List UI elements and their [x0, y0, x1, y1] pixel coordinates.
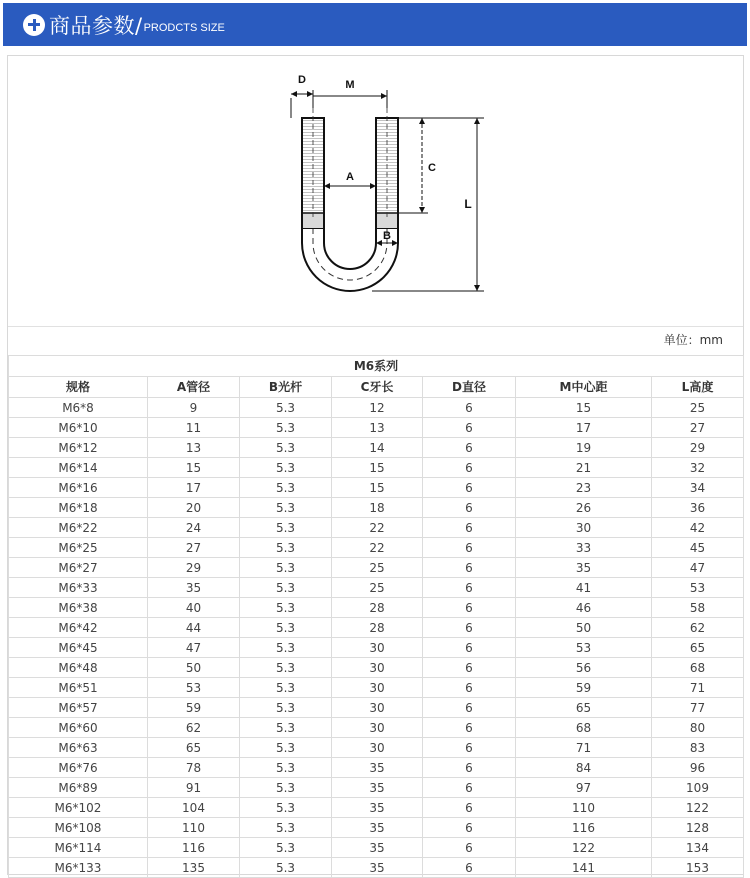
- table-cell: M6*22: [9, 518, 148, 538]
- column-header: L高度: [652, 377, 744, 398]
- table-cell: 15: [332, 458, 423, 478]
- table-row: [9, 478, 744, 498]
- table-cell: 35: [516, 558, 652, 578]
- table-cell: 11: [148, 418, 240, 438]
- table-row: [9, 418, 744, 438]
- unit-label: 单位：mm: [663, 333, 723, 347]
- table-cell: 53: [516, 638, 652, 658]
- table-cell: 21: [516, 458, 652, 478]
- table-cell: 30: [332, 678, 423, 698]
- header-title: 商品参数/: [49, 13, 143, 38]
- table-cell: 84: [516, 758, 652, 778]
- table-cell: 68: [652, 658, 744, 678]
- table-cell: 6: [423, 518, 516, 538]
- table-cell: 5.3: [240, 578, 332, 598]
- table-row: [9, 838, 744, 858]
- table-cell: 6: [423, 598, 516, 618]
- table-cell: 65: [652, 638, 744, 658]
- table-cell: 15: [332, 478, 423, 498]
- table-cell: 13: [148, 438, 240, 458]
- table-cell: 35: [332, 818, 423, 838]
- table-cell: 42: [652, 518, 744, 538]
- table-cell: 6: [423, 658, 516, 678]
- table-cell: 28: [332, 618, 423, 638]
- table-cell: 30: [332, 718, 423, 738]
- table-cell: 18: [332, 498, 423, 518]
- table-cell: 22: [332, 538, 423, 558]
- table-cell: 97: [516, 778, 652, 798]
- table-row: [9, 698, 744, 718]
- table-cell: 77: [652, 698, 744, 718]
- table-cell: 6: [423, 638, 516, 658]
- table-cell: 30: [332, 738, 423, 758]
- table-cell: 153: [652, 858, 744, 878]
- table-cell: 6: [423, 458, 516, 478]
- section-header: [3, 3, 747, 46]
- table-row: [9, 658, 744, 678]
- table-cell: 78: [148, 758, 240, 778]
- table-cell: 5.3: [240, 598, 332, 618]
- table-row: [9, 538, 744, 558]
- table-cell: 5.3: [240, 758, 332, 778]
- table-cell: 5.3: [240, 698, 332, 718]
- table-cell: 13: [332, 418, 423, 438]
- table-cell: 25: [332, 578, 423, 598]
- table-cell: 6: [423, 558, 516, 578]
- table-cell: M6*18: [9, 498, 148, 518]
- table-cell: 65: [148, 738, 240, 758]
- diagram-label-m: M: [345, 79, 355, 91]
- table-cell: 135: [148, 858, 240, 878]
- table-cell: M6*114: [9, 838, 148, 858]
- table-cell: 122: [516, 838, 652, 858]
- table-row: [9, 638, 744, 658]
- header-subtitle: PRODCTS SIZE: [143, 22, 225, 34]
- table-cell: 47: [148, 638, 240, 658]
- table-cell: 5.3: [240, 478, 332, 498]
- column-header: 规格: [9, 377, 148, 398]
- table-cell: 44: [148, 618, 240, 638]
- diagram-label-b: B: [383, 230, 391, 242]
- table-cell: 5.3: [240, 738, 332, 758]
- table-cell: 30: [332, 638, 423, 658]
- table-cell: 62: [652, 618, 744, 638]
- column-header: D直径: [423, 377, 516, 398]
- table-cell: 53: [148, 678, 240, 698]
- table-cell: 104: [148, 798, 240, 818]
- table-cell: 35: [332, 858, 423, 878]
- table-cell: 20: [148, 498, 240, 518]
- table-cell: M6*76: [9, 758, 148, 778]
- table-cell: 27: [148, 538, 240, 558]
- table-row: [9, 618, 744, 638]
- column-header: C牙长: [332, 377, 423, 398]
- table-cell: 6: [423, 618, 516, 638]
- table-cell: 24: [148, 518, 240, 538]
- table-cell: 35: [332, 778, 423, 798]
- table-cell: 62: [148, 718, 240, 738]
- table-cell: 91: [148, 778, 240, 798]
- unit-row: [8, 326, 743, 356]
- table-cell: 25: [332, 558, 423, 578]
- table-cell: 83: [652, 738, 744, 758]
- table-row: [9, 438, 744, 458]
- table-cell: 6: [423, 438, 516, 458]
- table-cell: 6: [423, 738, 516, 758]
- diagram-label-c: C: [428, 162, 436, 174]
- table-cell: M6*57: [9, 698, 148, 718]
- series-title: M6系列: [9, 356, 744, 377]
- table-cell: 5.3: [240, 498, 332, 518]
- table-cell: 47: [652, 558, 744, 578]
- table-cell: 46: [516, 598, 652, 618]
- table-cell: 122: [652, 798, 744, 818]
- table-cell: 5.3: [240, 638, 332, 658]
- table-cell: M6*33: [9, 578, 148, 598]
- table-cell: 50: [148, 658, 240, 678]
- table-cell: 116: [516, 818, 652, 838]
- table-cell: 40: [148, 598, 240, 618]
- table-cell: 29: [652, 438, 744, 458]
- table-cell: 116: [148, 838, 240, 858]
- table-cell: M6*27: [9, 558, 148, 578]
- table-cell: 128: [652, 818, 744, 838]
- table-cell: 6: [423, 758, 516, 778]
- table-header-row: [9, 377, 744, 398]
- table-cell: 71: [516, 738, 652, 758]
- diagram-label-a: A: [346, 171, 354, 183]
- table-cell: 134: [652, 838, 744, 858]
- table-cell: 12: [332, 398, 423, 418]
- table-cell: 36: [652, 498, 744, 518]
- table-cell: 109: [652, 778, 744, 798]
- table-cell: 6: [423, 578, 516, 598]
- table-cell: 5.3: [240, 798, 332, 818]
- table-cell: 5.3: [240, 618, 332, 638]
- table-cell: 6: [423, 798, 516, 818]
- plus-circle-icon: [23, 14, 45, 36]
- table-cell: 6: [423, 838, 516, 858]
- table-cell: 56: [516, 658, 652, 678]
- table-cell: 5.3: [240, 778, 332, 798]
- table-row: [9, 398, 744, 418]
- table-cell: 6: [423, 418, 516, 438]
- table-cell: 35: [332, 798, 423, 818]
- table-cell: 5.3: [240, 518, 332, 538]
- table-row: [9, 798, 744, 818]
- table-cell: 5.3: [240, 818, 332, 838]
- table-cell: 6: [423, 498, 516, 518]
- table-cell: 110: [148, 818, 240, 838]
- table-cell: 6: [423, 858, 516, 878]
- table-cell: 32: [652, 458, 744, 478]
- table-row: [9, 578, 744, 598]
- table-cell: 35: [332, 838, 423, 858]
- table-cell: 27: [652, 418, 744, 438]
- table-cell: 6: [423, 398, 516, 418]
- table-cell: M6*42: [9, 618, 148, 638]
- table-cell: 5.3: [240, 678, 332, 698]
- table-cell: 5.3: [240, 398, 332, 418]
- table-cell: 30: [332, 658, 423, 678]
- table-cell: 14: [332, 438, 423, 458]
- table-cell: 6: [423, 778, 516, 798]
- diagram-label-l: L: [464, 197, 472, 211]
- table-cell: 28: [332, 598, 423, 618]
- table-cell: 33: [516, 538, 652, 558]
- table-cell: 6: [423, 678, 516, 698]
- table-cell: 6: [423, 818, 516, 838]
- table-cell: 53: [652, 578, 744, 598]
- column-header: A管径: [148, 377, 240, 398]
- table-row: [9, 758, 744, 778]
- u-bolt-diagram: [272, 68, 484, 318]
- table-cell: 5.3: [240, 658, 332, 678]
- table-cell: 5.3: [240, 718, 332, 738]
- table-cell: 6: [423, 538, 516, 558]
- table-cell: 5.3: [240, 538, 332, 558]
- table-cell: M6*12: [9, 438, 148, 458]
- table-cell: 6: [423, 698, 516, 718]
- table-cell: M6*10: [9, 418, 148, 438]
- table-row: [9, 818, 744, 838]
- table-cell: 35: [332, 758, 423, 778]
- table-row: [9, 678, 744, 698]
- table-row: [9, 738, 744, 758]
- table-cell: 5.3: [240, 838, 332, 858]
- table-cell: 80: [652, 718, 744, 738]
- table-cell: 5.3: [240, 438, 332, 458]
- table-cell: 96: [652, 758, 744, 778]
- table-cell: 110: [516, 798, 652, 818]
- table-cell: 59: [148, 698, 240, 718]
- table-cell: 35: [148, 578, 240, 598]
- table-cell: 50: [516, 618, 652, 638]
- table-cell: 68: [516, 718, 652, 738]
- table-cell: 30: [332, 698, 423, 718]
- column-header: M中心距: [516, 377, 652, 398]
- table-cell: M6*63: [9, 738, 148, 758]
- table-cell: M6*133: [9, 858, 148, 878]
- table-row: [9, 458, 744, 478]
- diagram-label-d: D: [298, 74, 306, 86]
- table-cell: 6: [423, 718, 516, 738]
- table-cell: 5.3: [240, 858, 332, 878]
- table-cell: M6*89: [9, 778, 148, 798]
- table-cell: 26: [516, 498, 652, 518]
- table-cell: 15: [148, 458, 240, 478]
- table-cell: 15: [516, 398, 652, 418]
- table-cell: 17: [148, 478, 240, 498]
- table-cell: 45: [652, 538, 744, 558]
- table-cell: M6*48: [9, 658, 148, 678]
- table-cell: 19: [516, 438, 652, 458]
- spec-table: [8, 355, 744, 878]
- table-row: [9, 778, 744, 798]
- table-cell: M6*38: [9, 598, 148, 618]
- table-row: [9, 498, 744, 518]
- table-cell: 25: [652, 398, 744, 418]
- table-cell: M6*8: [9, 398, 148, 418]
- table-cell: 41: [516, 578, 652, 598]
- table-cell: 58: [652, 598, 744, 618]
- table-cell: 71: [652, 678, 744, 698]
- table-cell: M6*25: [9, 538, 148, 558]
- table-cell: M6*108: [9, 818, 148, 838]
- table-row: [9, 598, 744, 618]
- column-header: B光杆: [240, 377, 332, 398]
- table-cell: 30: [516, 518, 652, 538]
- table-row: [9, 718, 744, 738]
- table-cell: M6*45: [9, 638, 148, 658]
- table-cell: 5.3: [240, 418, 332, 438]
- table-cell: M6*102: [9, 798, 148, 818]
- table-cell: 5.3: [240, 558, 332, 578]
- table-cell: 65: [516, 698, 652, 718]
- table-row: [9, 518, 744, 538]
- table-cell: 9: [148, 398, 240, 418]
- table-cell: M6*16: [9, 478, 148, 498]
- table-cell: 23: [516, 478, 652, 498]
- table-cell: 59: [516, 678, 652, 698]
- table-cell: M6*60: [9, 718, 148, 738]
- table-cell: 34: [652, 478, 744, 498]
- table-cell: 22: [332, 518, 423, 538]
- table-cell: 29: [148, 558, 240, 578]
- spec-panel: [7, 55, 744, 875]
- table-cell: M6*14: [9, 458, 148, 478]
- table-cell: 17: [516, 418, 652, 438]
- table-cell: 141: [516, 858, 652, 878]
- table-cell: 5.3: [240, 458, 332, 478]
- table-row: [9, 558, 744, 578]
- table-cell: 6: [423, 478, 516, 498]
- table-cell: M6*51: [9, 678, 148, 698]
